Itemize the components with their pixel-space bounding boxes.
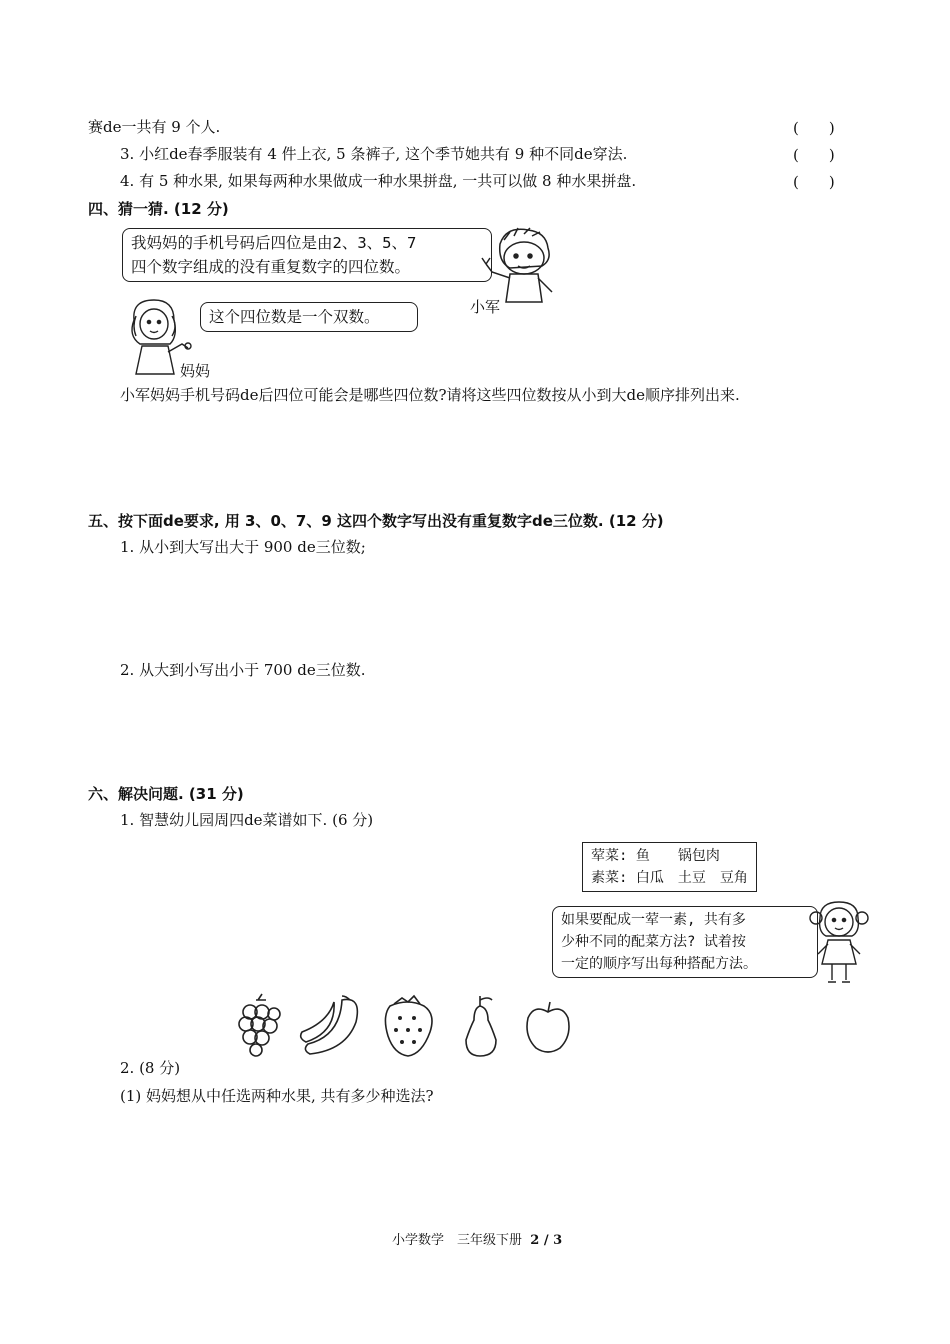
section-6-q1: 1. 智慧幼儿园周四de菜谱如下. (6 分) <box>120 811 374 829</box>
mom-speech-line: 这个四位数是一个双数。 <box>209 308 380 326</box>
section-5-q1: 1. 从小到大写出大于 900 de三位数; <box>120 538 366 556</box>
mom-speech-bubble <box>200 302 418 332</box>
fruit-row <box>230 992 580 1062</box>
boy-name-label: 小军 <box>470 298 501 316</box>
answer-paren-2[interactable]: ( ) <box>793 146 835 164</box>
section-6-q2: 2. (8 分) <box>120 1059 181 1077</box>
mom-name-label: 妈妈 <box>180 362 211 380</box>
grape-icon <box>239 994 280 1056</box>
girl-speech-line-1: 如果要配成一荤一素, 共有多 <box>561 912 746 928</box>
menu-box <box>582 842 757 892</box>
section-6-title: 六、解决问题. (31 分) <box>88 785 244 803</box>
girl-illustration <box>808 896 870 986</box>
section-6-q2-1: (1) 妈妈想从中任选两种水果, 共有多少种选法? <box>120 1087 434 1105</box>
pear-icon <box>466 996 496 1056</box>
section-4-question: 小军妈妈手机号码de后四位可能会是哪些四位数?请将这些四位数按从小到大de顺序排列出来. <box>120 386 740 404</box>
page-number: 2 / 3 <box>530 1233 563 1248</box>
answer-area-6-2[interactable] <box>120 1112 820 1212</box>
banana-icon <box>301 996 358 1054</box>
boy-speech-line-2: 四个数字组成的没有重复数字的四位数。 <box>131 258 411 276</box>
girl-speech-line-3: 一定的顺序写出每种搭配方法。 <box>561 956 757 972</box>
boy-speech-bubble <box>122 228 492 282</box>
judge-line-1: 赛de一共有 9 个人. <box>88 118 221 136</box>
answer-area-5-2[interactable] <box>120 685 820 775</box>
apple-icon <box>527 1002 569 1052</box>
section-5-q2: 2. 从大到小写出小于 700 de三位数. <box>120 661 366 679</box>
judge-line-3: 4. 有 5 种水果, 如果每两种水果做成一种水果拼盘, 一共可以做 8 种水果拼盘. <box>120 172 637 190</box>
menu-veg-line: 素菜: 白瓜 土豆 豆角 <box>591 870 748 886</box>
footer-book: 小学数学 三年级下册 <box>392 1233 523 1248</box>
girl-speech-line-2: 少种不同的配菜方法? 试着按 <box>561 934 746 950</box>
menu-meat-line: 荤菜: 鱼 锅包肉 <box>591 848 720 864</box>
section-4-title: 四、猜一猜. (12 分) <box>88 200 229 218</box>
girl-speech-bubble <box>552 906 818 978</box>
footer-text <box>392 1229 562 1248</box>
section-5-title: 五、按下面de要求, 用 3、0、7、9 这四个数字写出没有重复数字de三位数. (12 分) <box>88 512 664 530</box>
answer-paren-3[interactable]: ( ) <box>793 173 835 191</box>
boy-speech-line-1: 我妈妈的手机号码后四位是由2、3、5、7 <box>131 234 417 252</box>
strawberry-icon <box>385 996 432 1056</box>
judge-line-2: 3. 小红de春季服装有 4 件上衣, 5 条裤子, 这个季节她共有 9 种不同de穿法. <box>120 145 628 163</box>
answer-area-4[interactable] <box>120 412 820 502</box>
answer-area-5-1[interactable] <box>120 562 820 652</box>
answer-paren-1[interactable]: ( ) <box>793 119 835 137</box>
